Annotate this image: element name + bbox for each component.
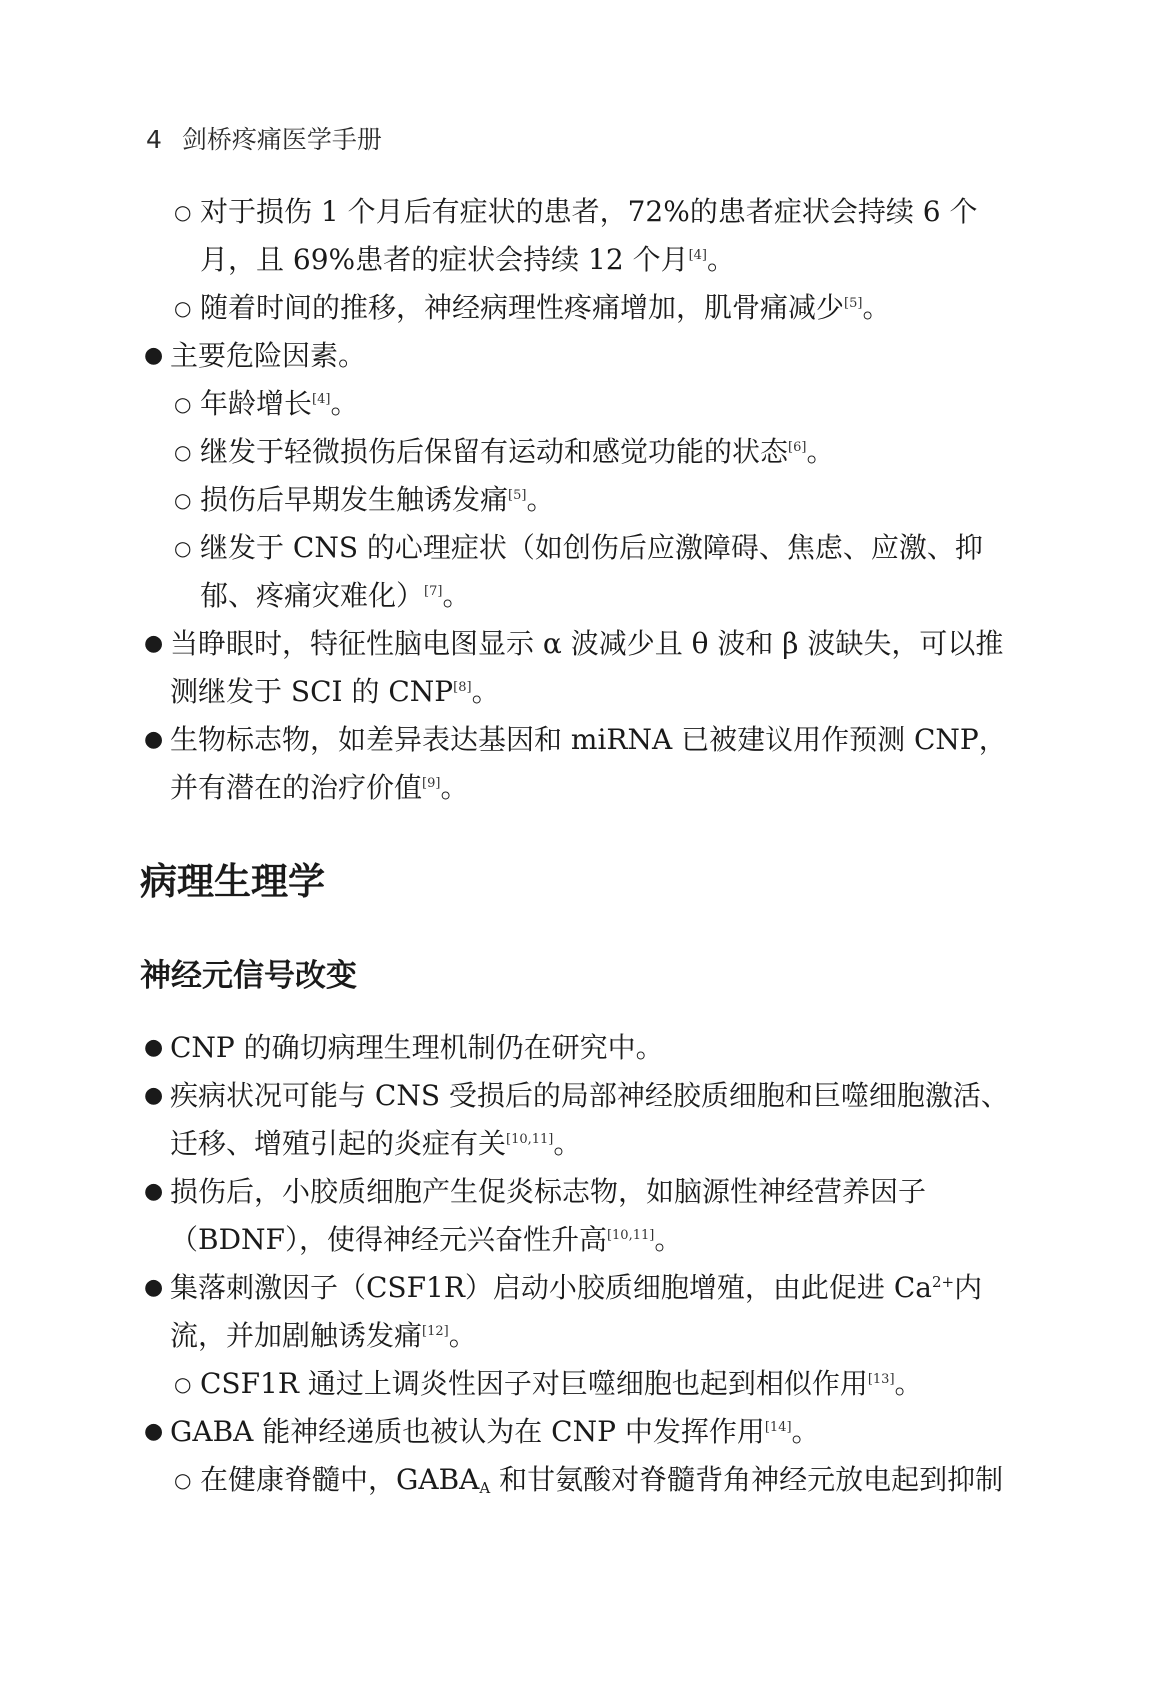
circle-bullet-icon: ○: [174, 1372, 192, 1396]
list-item: ○ 随着时间的推移，神经病理性疼痛增加，肌骨痛减少[5]。: [140, 284, 1020, 332]
section-heading: 病理生理学: [140, 860, 325, 903]
list-item: ● 集落刺激因子（CSF1R）启动小胶质细胞增殖，由此促进 $Ca^{2+}$内流，并加剧触诱发痛[12]。: [140, 1264, 1020, 1360]
list-item: ● CNP 的确切病理生理机制仍在研究中。: [140, 1024, 1020, 1072]
circle-bullet-icon: ○: [174, 392, 192, 416]
citation: [4]: [688, 248, 707, 263]
citation: [5]: [844, 296, 863, 311]
bullet-icon: ●: [144, 1275, 164, 1300]
superscript: 2+: [931, 1273, 955, 1291]
bullet-icon: ●: [144, 343, 164, 368]
bullet-icon: ●: [144, 1179, 164, 1204]
bullet-icon: ●: [144, 1035, 164, 1060]
citation: [4]: [312, 392, 331, 407]
list-item: ● 损伤后，小胶质细胞产生促炎标志物，如脑源性神经营养因子（BDNF），使得神经元兴奋性升高[10,11]。: [140, 1168, 1020, 1264]
citation: [12]: [422, 1324, 449, 1339]
page-number: 4: [146, 125, 162, 154]
citation: [8]: [453, 680, 472, 695]
list-item: ○ 损伤后早期发生触诱发痛[5]。: [140, 476, 1020, 524]
list-item: ● 当睁眼时，特征性脑电图显示 α 波减少且 θ 波和 β 波缺失，可以推测继发于 SCI 的 CNP[8]。: [140, 620, 1020, 716]
list-item: ● GABA 能神经递质也被认为在 CNP 中发挥作用[14]。: [140, 1408, 1020, 1456]
list-item: ○ CSF1R 通过上调炎性因子对巨噬细胞也起到相似作用[13]。: [140, 1360, 1020, 1408]
bullet-icon: ●: [144, 1419, 164, 1444]
page-content: [140, 188, 1020, 1504]
book-title: 剑桥疼痛医学手册: [181, 125, 382, 154]
circle-bullet-icon: ○: [174, 296, 192, 320]
citation: [13]: [867, 1372, 895, 1387]
subsection-heading: 神经元信号改变: [140, 958, 357, 994]
list-item: ● 疾病状况可能与 CNS 受损后的局部神经胶质细胞和巨噬细胞激活、迁移、增殖引起的炎症有关[10,11]。: [140, 1072, 1020, 1168]
citation: [5]: [508, 488, 527, 503]
circle-bullet-icon: ○: [174, 1468, 192, 1492]
citation: [9]: [422, 776, 441, 791]
list-item: ○ 继发于 CNS 的心理症状（如创伤后应激障碍、焦虑、应激、抑郁、疼痛灾难化）[7]。: [140, 524, 1020, 620]
list-item: ○ 年龄增长[4]。: [140, 380, 1020, 428]
circle-bullet-icon: ○: [174, 488, 192, 512]
citation: [7]: [424, 584, 443, 599]
bullet-icon: ●: [144, 727, 164, 752]
bullet-icon: ●: [144, 631, 164, 656]
bullet-icon: ●: [144, 1083, 164, 1108]
list-item: ○ 继发于轻微损伤后保留有运动和感觉功能的状态[6]。: [140, 428, 1020, 476]
citation: [10,11]: [606, 1228, 655, 1243]
list-item: ○ 对于损伤 1 个月后有症状的患者，72%的患者症状会持续 6 个月，且 69%患者的症状会持续 12 个月[4]。: [140, 188, 1020, 284]
circle-bullet-icon: ○: [174, 200, 192, 224]
running-header: [146, 120, 382, 156]
circle-bullet-icon: ○: [174, 536, 192, 560]
citation: [10,11]: [506, 1132, 554, 1147]
subscript: A: [479, 1479, 491, 1497]
list-item: ● 主要危险因素。: [140, 332, 1020, 380]
citation: [6]: [788, 440, 807, 455]
list-item: ○ 在健康脊髓中，$GABA_A$ 和甘氨酸对脊髓背角神经元放电起到抑制: [140, 1456, 1020, 1504]
circle-bullet-icon: ○: [174, 440, 192, 464]
list-item: ● 生物标志物，如差异表达基因和 miRNA 已被建议用作预测 CNP，并有潜在的治疗价值[9]。: [140, 716, 1020, 812]
citation: [14]: [764, 1420, 792, 1435]
